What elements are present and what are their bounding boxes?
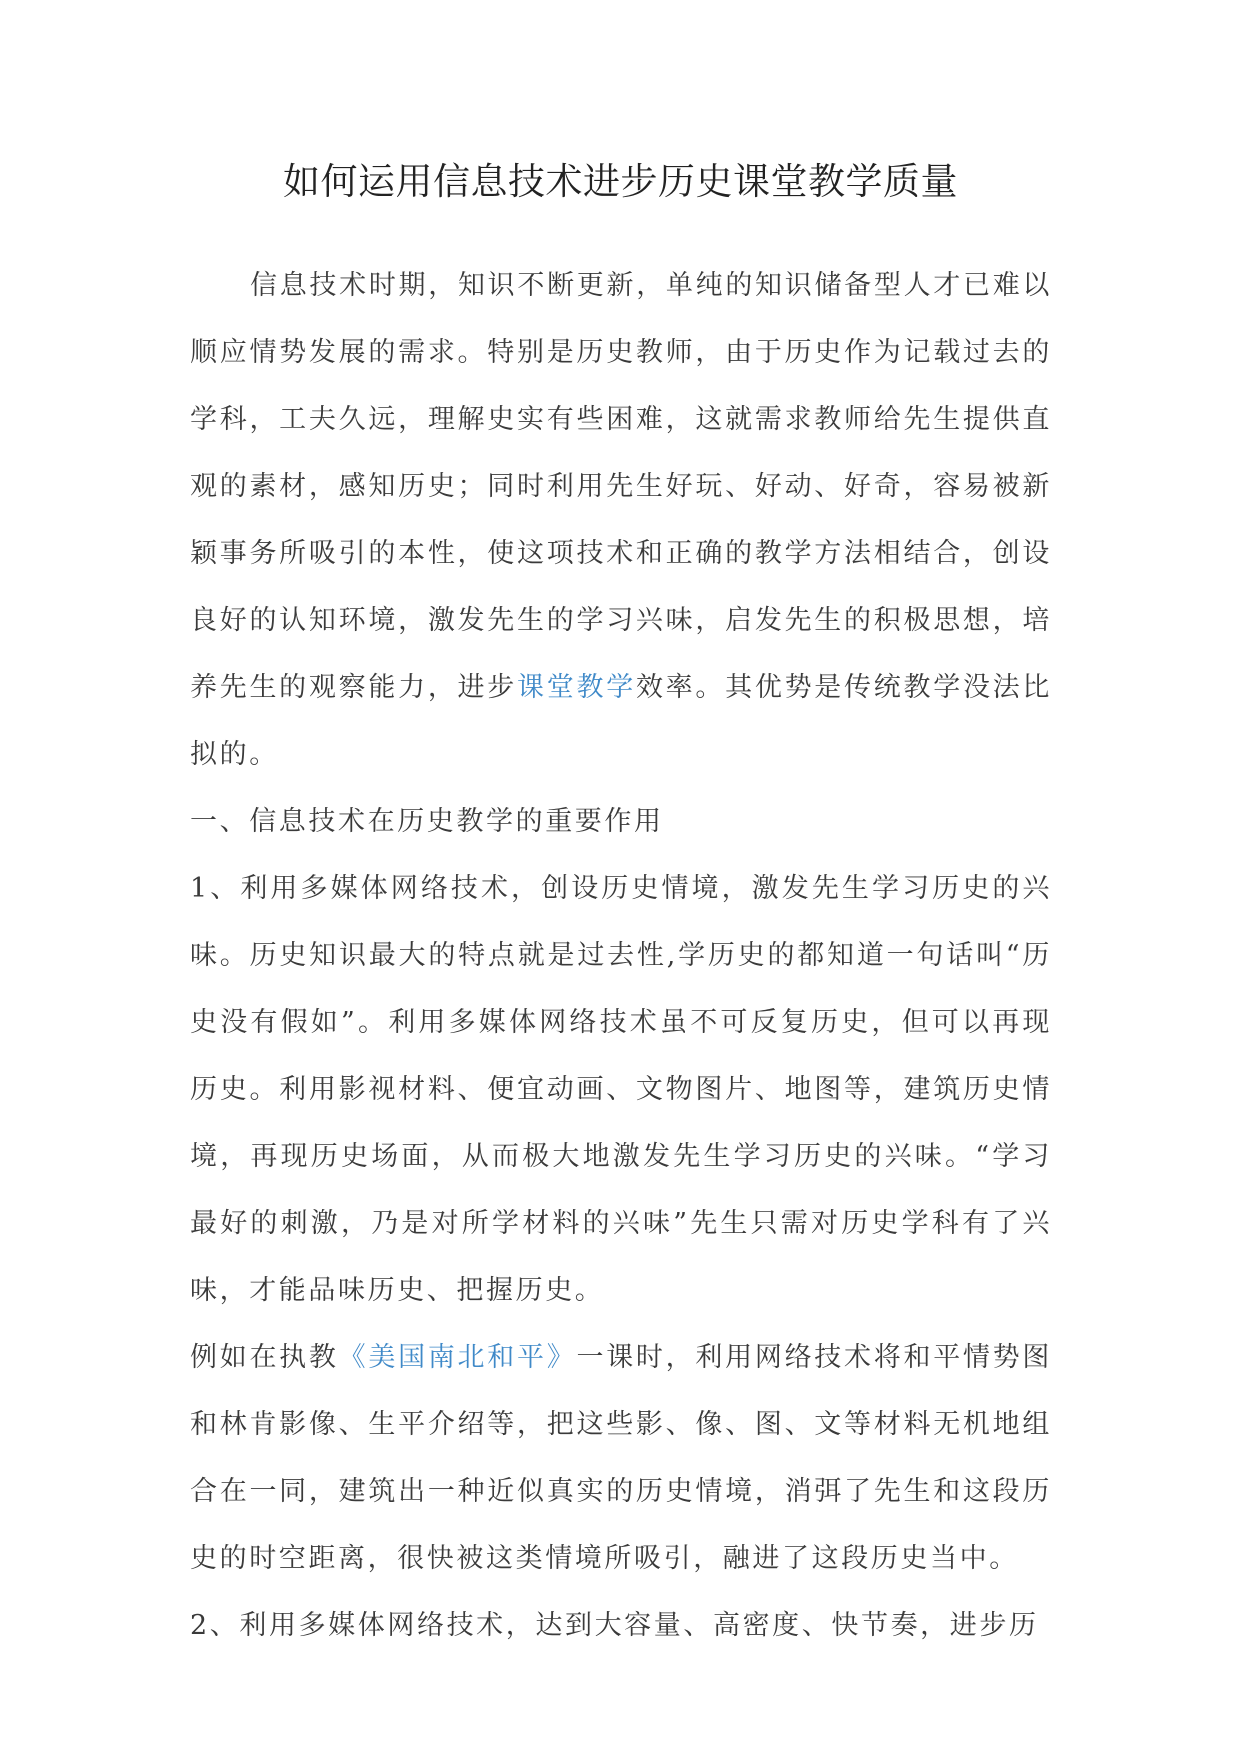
classroom-teaching-link[interactable]: 课堂教学: [517, 672, 636, 703]
intro-text-after-link: 效率。其优势是传统教学没法比拟的。: [190, 672, 1052, 770]
example-text-before-link: 例如在执教: [190, 1342, 339, 1373]
example-paragraph: [190, 1324, 1052, 1592]
point-2-paragraph: 2、利用多媒体网络技术，达到大容量、高密度、快节奏，进步历: [190, 1610, 1039, 1641]
document-body: [190, 252, 1052, 1659]
intro-text-before-link: 信息技术时期，知识不断更新，单纯的知识储备型人才已难以顺应情势发展的需求。特别是历史教师，由于历史作为记载过去的学科，工夫久远，理解史实有些困难，这就需求教师给先生提供直观的素材，感知历史；同时利用先生好玩、好动、好奇，容易被新颖事务所吸引的本性，使这项技术和正确的教学方法相结合，创设良好的认知环境，激发先生的学习兴味，启发先生的积极思想，培养先生的观察能力，进步: [190, 270, 1052, 703]
section-heading: 一、信息技术在历史教学的重要作用: [190, 806, 664, 837]
lesson-title-link[interactable]: 《美国南北和平》: [338, 1342, 577, 1373]
document-title: 如何运用信息技术进步历史课堂教学质量: [283, 160, 958, 203]
intro-paragraph: [190, 252, 1052, 788]
example-text-after-link: 一课时，利用网络技术将和平情势图和林肯影像、生平介绍等，把这些影、像、图、文等材料无机地组合在一同，建筑出一种近似真实的历史情境，消弭了先生和这段历史的时空距离，很快被这类情境所吸引，融进了这段历史当中。: [190, 1342, 1052, 1574]
point-1-paragraph: 1、利用多媒体网络技术，创设历史情境，激发先生学习历史的兴味。历史知识最大的特点就是过去性,学历史的都知道一句话叫“历史没有假如”。利用多媒体网络技术虽不可反复历史，但可以再现历史。利用影视材料、便宜动画、文物图片、地图等，建筑历史情境，再现历史场面，从而极大地激发先生学习历史的兴味。“学习最好的刺激，乃是对所学材料的兴味”先生只需对历史学科有了兴味，才能品味历史、把握历史。: [190, 873, 1052, 1306]
